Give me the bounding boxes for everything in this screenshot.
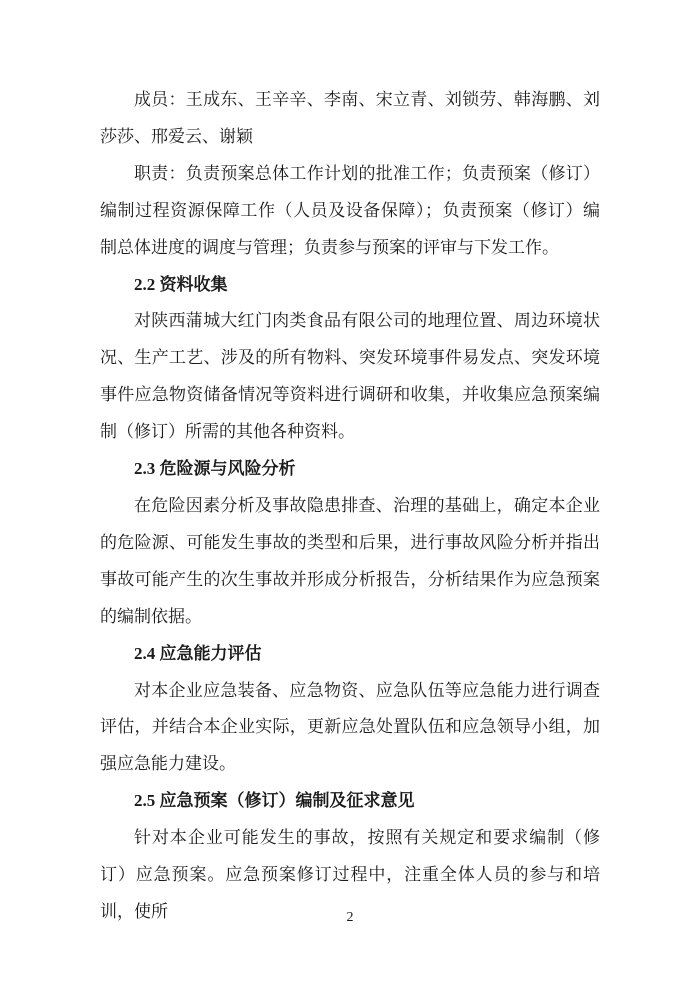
document-body — [100, 82, 600, 931]
page-number: 2 — [346, 910, 354, 925]
section-heading-2-5: 2.5 应急预案（修订）编制及征求意见 — [134, 791, 415, 811]
paragraph-plan-compilation: 针对本企业可能发生的事故，按照有关规定和要求编制（修订）应急预案。应急预案修订过程中，注重全体人员的参与和培训，使所 — [100, 828, 600, 921]
paragraph-members: 成员：王成东、王辛辛、李南、宋立青、刘锁劳、韩海鹏、刘莎莎、邢爱云、谢颖 — [100, 90, 600, 146]
paragraph-capability-assessment: 对本企业应急装备、应急物资、应急队伍等应急能力进行调查评估，并结合本企业实际，更新应急处置队伍和应急领导小组，加强应急能力建设。 — [100, 680, 600, 774]
paragraph-duties: 职责：负责预案总体工作计划的批准工作；负责预案（修订）编制过程资源保障工作（人员及设备保障）；负责预案（修订）编制总体进度的调度与管理；负责参与预案的评审与下发工作。 — [100, 163, 600, 257]
section-heading-2-4: 2.4 应急能力评估 — [134, 643, 262, 663]
section-heading-2-3: 2.3 危险源与风险分析 — [134, 459, 296, 479]
section-heading-2-2: 2.2 资料收集 — [134, 274, 228, 294]
paragraph-data-collection: 对陕西蒲城大红门肉类食品有限公司的地理位置、周边环境状况、生产工艺、涉及的所有物料、突发环境事件易发点、突发环境事件应急物资储备情况等资料进行调研和收集，并收集应急预案编制（修订）所需的其他各种资料。 — [100, 311, 600, 442]
paragraph-risk-analysis: 在危险因素分析及事故隐患排查、治理的基础上，确定本企业的危险源、可能发生事故的类型和后果，进行事故风险分析并指出事故可能产生的次生事故并形成分析报告，分析结果作为应急预案的编制依据。 — [100, 495, 600, 626]
